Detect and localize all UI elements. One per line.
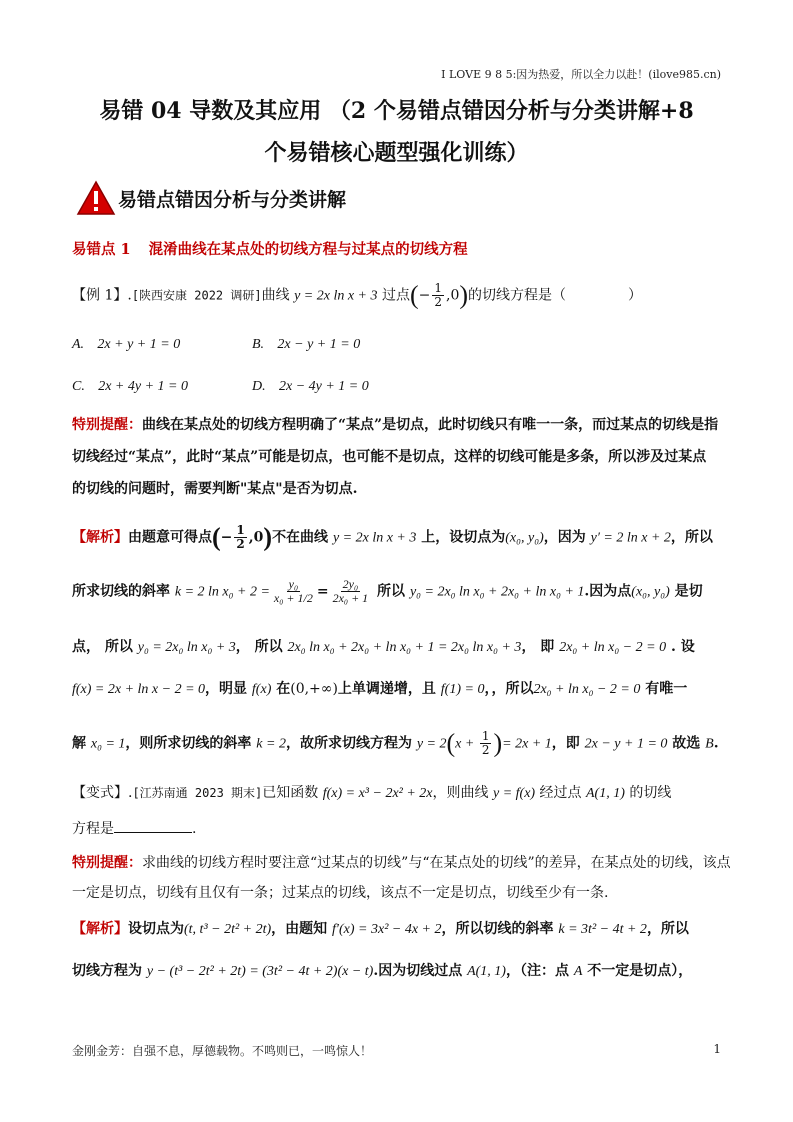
analysis-1-equation: 2x₀ + ln x₀ − 2 = 0 — [533, 682, 641, 697]
fraction-numerator: 1 — [481, 729, 490, 743]
option-a-label: A. — [72, 337, 85, 352]
analysis-2-label: 【解析】 — [72, 921, 128, 937]
analysis-1-equation: 2x − y + 1 = 0 — [584, 736, 668, 752]
analysis-1-text: .因为点 — [584, 583, 632, 600]
analysis-1-text: . 设 — [666, 639, 695, 655]
analysis-1-line-1 — [72, 524, 722, 551]
analysis-1-sign: − — [220, 529, 233, 546]
analysis-2-text: ，由题知 — [271, 921, 333, 937]
option-d-label: D. — [252, 379, 266, 394]
analysis-1-text: ， 即 — [521, 639, 560, 655]
analysis-1-line-5 — [72, 730, 722, 757]
paren-left: ( — [446, 728, 456, 758]
fraction-denominator: 2 — [481, 743, 490, 757]
option-b — [252, 336, 360, 353]
option-a — [72, 336, 180, 353]
analysis-1-interval: (0,+∞) — [290, 681, 338, 697]
analysis-1-equation: x₀ = 1 — [90, 736, 126, 752]
analysis-1-label: 【解析】 — [72, 529, 128, 546]
analysis-1-text: 有唯一 — [640, 681, 688, 697]
analysis-1-text: 故选 — [667, 735, 706, 752]
variant-function: f(x) = x³ − 2x² + 2x — [322, 786, 433, 801]
variant-curve: y = f(x) — [492, 786, 536, 801]
analysis-1-fraction — [234, 524, 246, 551]
analysis-1-slope-fraction-2 — [331, 578, 371, 605]
fraction-numerator: y₀ — [288, 577, 299, 591]
analysis-1-point: (x₀, y₀) — [505, 530, 544, 546]
example-1-curve: y = 2x ln x + 3 — [294, 288, 378, 304]
example-1-text-b: 过点 — [377, 287, 410, 304]
analysis-1-equation: y = 2x ln x + 3 — [332, 530, 417, 546]
variant-line-1 — [72, 782, 722, 805]
analysis-1-point: (x₀, y₀) — [631, 584, 670, 600]
header-note: I LOVE 9 8 5:因为热爱，所以全力以赴！(ilove985.cn) — [441, 68, 721, 81]
analysis-1-text: ，，所以 — [484, 681, 534, 697]
warning-triangle-icon — [76, 180, 116, 216]
paren-right: ) — [459, 280, 469, 310]
analysis-1-text: ，故所求切线方程为 — [285, 735, 417, 752]
tip-1-line-2: 切线经过“某点”，此时“某点”可能是切点，也可能不是切点，这样的切线可能是多条，所以涉及过某点 — [72, 449, 707, 465]
document-title-line-1: 易错 04 导数及其应用 （2 个易错点错因分析与分类讲解+8 — [99, 98, 694, 124]
analysis-1-text: 上单调递增，且 — [337, 681, 441, 697]
analysis-2-text: 设切点为 — [128, 921, 184, 937]
example-1-stem — [72, 282, 722, 309]
tip-1-line-1 — [72, 414, 722, 436]
analysis-2-point: A(1, 1) — [467, 964, 506, 979]
tip-1-text-1: 曲线在某点处的切线方程明确了“某点”是切点，此时切线只有唯一一条，而过某点的切线是指 — [142, 417, 719, 433]
option-c-equation: 2x + 4y + 1 = 0 — [98, 379, 188, 394]
analysis-1-equation: y = 2 — [416, 736, 447, 752]
option-d-equation: 2x − 4y + 1 = 0 — [278, 379, 369, 394]
analysis-1-function: f(x) — [251, 682, 272, 697]
variant-tag: 【变式】. — [72, 785, 133, 801]
tip-2-text-1: 求曲线的切线方程时要注意“过某点的切线”与“在某点处的切线”的差异，在某点处的切线，该点 — [142, 855, 731, 871]
paren-right: ) — [263, 522, 273, 552]
fraction-denominator: 2 — [236, 537, 245, 551]
analysis-1-half-fraction — [480, 730, 492, 757]
analysis-1-equation: k = 2 — [256, 736, 286, 752]
analysis-2-text: ，（注：点 — [505, 963, 574, 979]
analysis-1-text: 点， 所以 — [72, 639, 138, 655]
analysis-1-text: 所以 — [372, 583, 410, 600]
example-1-text-end: ） — [628, 287, 643, 304]
section-title: 易错点错因分析与分类讲解 — [118, 188, 347, 211]
error-point-text: 混淆曲线在某点处的切线方程与过某点的切线方程 — [148, 241, 468, 258]
analysis-2-text: ，所以 — [646, 921, 689, 937]
variant-text: ，则曲线 — [432, 785, 493, 801]
analysis-1-text: . — [713, 735, 719, 752]
analysis-1-text: ，因为 — [543, 529, 591, 546]
analysis-1-line-2 — [72, 578, 722, 605]
analysis-2-equation: y − (t³ − 2t² + 2t) = (3t² − 4t + 2)(x − t) — [146, 964, 374, 979]
variant-source: [江苏南通 2023 期末] — [132, 786, 263, 800]
example-1-tag: 【例 1】. — [72, 287, 132, 304]
option-b-label: B. — [252, 337, 265, 352]
analysis-2-line-2 — [72, 960, 722, 983]
analysis-1-equation: x + — [455, 736, 478, 752]
tip-2-label: 特别提醒： — [72, 855, 142, 871]
analysis-2-point-label: A — [573, 964, 583, 979]
variant-text: 方程是 — [72, 821, 114, 837]
analysis-1-answer: B — [705, 736, 714, 752]
section-heading — [76, 180, 346, 216]
analysis-1-text: 是切 — [669, 583, 703, 600]
analysis-1-equation: 2x₀ ln x₀ + 2x₀ + ln x₀ + 1 = 2x₀ ln x₀ + 3 — [287, 640, 522, 655]
equals-sign: = — [316, 583, 329, 600]
tip-1-line-3: 的切线的问题时，需要判断"某点"是否为切点. — [72, 481, 358, 497]
analysis-1-text: ，即 — [551, 735, 585, 752]
analysis-1-text: 在 — [271, 681, 291, 697]
example-1-point-fraction — [432, 282, 444, 309]
analysis-1-text: ，所以 — [670, 529, 713, 546]
analysis-1-equation: = 2x + 1 — [502, 736, 552, 752]
page-number: 1 — [713, 1042, 721, 1056]
tip-1-label: 特别提醒： — [72, 417, 142, 433]
analysis-2-text: 切线方程为 — [72, 963, 147, 979]
analysis-1-text: 由题意可得点 — [128, 529, 212, 546]
option-b-equation: 2x − y + 1 = 0 — [277, 337, 361, 352]
error-point-label: 易错点 1 — [72, 241, 131, 258]
example-1-text-a: 曲线 — [261, 287, 295, 304]
variant-text: 已知函数 — [262, 785, 323, 801]
analysis-1-text: 解 — [72, 735, 91, 752]
analysis-1-point-rest: ,0 — [248, 529, 264, 546]
fraction-numerator: 2y₀ — [342, 577, 359, 591]
example-1-text-c: 的切线方程是（ — [468, 287, 567, 304]
analysis-1-slope-fraction-1 — [272, 578, 315, 605]
variant-point: A(1, 1) — [585, 786, 625, 801]
analysis-1-equation: y₀ = 2x₀ ln x₀ + 3 — [137, 640, 236, 655]
fraction-denominator: x₀ + 1/2 — [273, 591, 313, 605]
option-c — [72, 378, 188, 395]
variant-text: 的切线 — [624, 785, 672, 801]
example-1-point-rest: ,0 — [446, 287, 460, 304]
footer-motto: 金刚金芳：自强不息，厚德载物。不鸣则已，一鸣惊人！ — [72, 1044, 373, 1058]
analysis-1-derivative: y′ = 2 ln x + 2 — [590, 530, 671, 546]
analysis-1-line-4 — [72, 678, 722, 701]
analysis-1-text: ， 所以 — [235, 639, 288, 655]
analysis-1-equation: y₀ = 2x₀ ln x₀ + 2x₀ + ln x₀ + 1 — [409, 584, 585, 600]
paren-left: ( — [409, 280, 419, 310]
analysis-1-text: 所求切线的斜率 — [72, 583, 175, 600]
option-c-label: C. — [72, 379, 85, 394]
variant-text: . — [192, 821, 197, 837]
tip-2-line-2: 一定是切点，切线有且仅有一条；过某点的切线，该点不一定是切点，切线至少有一条. — [72, 885, 609, 901]
analysis-2-derivative: f′(x) = 3x² − 4x + 2 — [332, 922, 442, 937]
example-1-source: [陕西安康 2022 调研] — [131, 288, 262, 303]
analysis-2-text: ，所以切线的斜率 — [441, 921, 559, 937]
analysis-2-line-1 — [72, 918, 722, 941]
analysis-2-text: .因为切线过点 — [373, 963, 468, 979]
fraction-denominator: 2 — [434, 295, 443, 309]
option-d — [252, 378, 369, 395]
analysis-2-slope: k = 3t² − 4t + 2 — [558, 922, 647, 937]
fraction-numerator: 1 — [434, 281, 443, 295]
tip-2-line-1 — [72, 852, 731, 874]
analysis-2-point: (t, t³ − 2t² + 2t) — [184, 922, 272, 937]
analysis-1-equation: f(x) = 2x + ln x − 2 = 0 — [72, 682, 206, 697]
analysis-1-text: ，则所求切线的斜率 — [125, 735, 257, 752]
document-title-line-2: 个易错核心题型强化训练） — [264, 140, 529, 166]
variant-text: 经过点 — [535, 785, 586, 801]
analysis-1-equation: 2x₀ + ln x₀ − 2 = 0 — [559, 640, 667, 655]
paren-left: ( — [212, 522, 221, 552]
analysis-1-equation: f(1) = 0 — [440, 682, 485, 697]
analysis-1-slope: k = 2 ln x₀ + 2 = — [174, 584, 270, 600]
fraction-numerator: 1 — [236, 523, 245, 537]
variant-line-2 — [72, 818, 722, 840]
analysis-2-text: 不一定是切点）， — [582, 963, 693, 979]
analysis-1-text: ，明显 — [205, 681, 252, 697]
answer-blank — [114, 818, 192, 833]
error-point-heading — [72, 238, 468, 259]
example-1-point-sign: − — [418, 287, 431, 304]
paren-right: ) — [493, 728, 503, 758]
option-a-equation: 2x + y + 1 = 0 — [97, 337, 181, 352]
fraction-denominator: 2x₀ + 1 — [332, 591, 369, 605]
analysis-1-text: 上，设切点为 — [416, 529, 506, 546]
analysis-1-line-3 — [72, 636, 722, 659]
analysis-1-text: 不在曲线 — [272, 529, 333, 546]
